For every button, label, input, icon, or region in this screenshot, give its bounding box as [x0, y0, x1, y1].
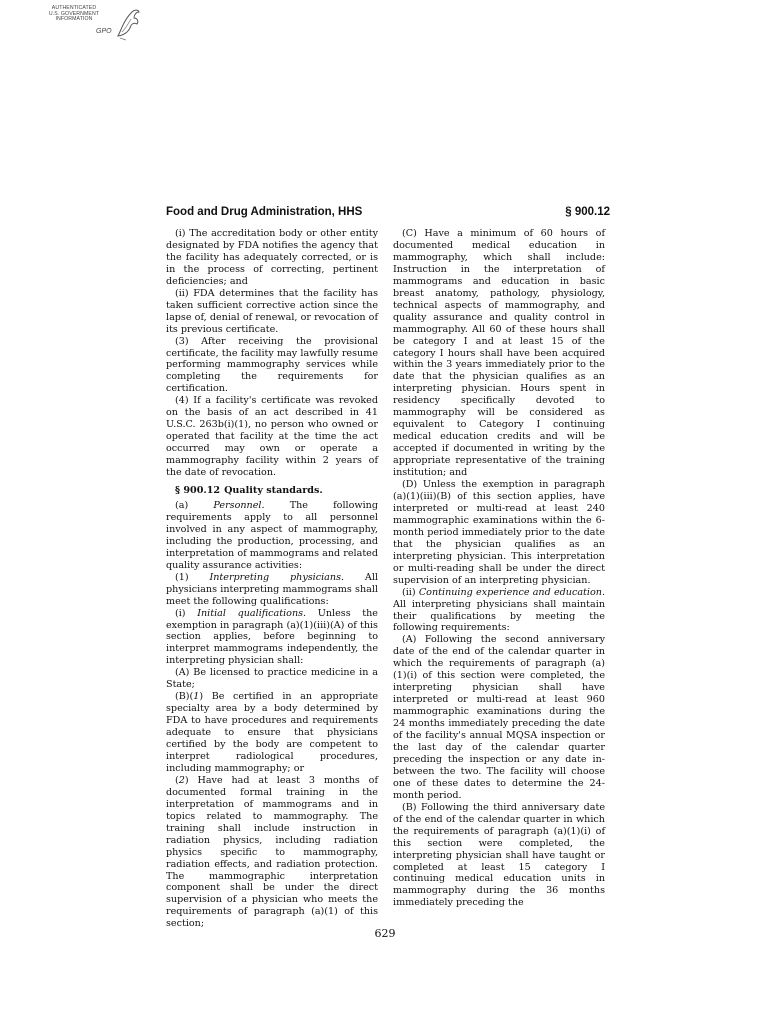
- paragraph: [166, 500, 378, 572]
- paragraph-lead: (: [175, 774, 179, 786]
- page-number: 629: [374, 927, 396, 940]
- paragraph: (C) Have a minimum of 60 hours of documented medical education in mammography, which shall include: Instruction in the interpretation of mammograms and education in basic breast anatomy, pathology, physiology, technical aspects of mammography, and quality assurance and quality control in mammography. All 60 of these hours shall be category I and at least 15 of the category I hours shall have been acquired within the 3 years immediately prior to the date that the physician qualifies as an interpreting physician. Hours spent in residency specifically devoted to mammography will be considered as equivalent to Category I continuing medical education credits and will be accepted if documented in writing by the appropriate representative of the training institution; and: [393, 228, 605, 479]
- paragraph: [166, 608, 378, 668]
- paragraph-text: ) Have had at least 3 months of documented formal training in the interpretation of mammograms and in topics related to mammography. The training shall include instruction in radiation physics, including radiation physics specific to mammography, radiation effects, and radiation protection. The mammographic interpretation component shall be under the direct supervision of a physician who meets the requirements of paragraph (a)(1) of this section;: [166, 774, 378, 930]
- stamp-gpo-mark: GPO: [96, 28, 112, 35]
- paragraph-lead: (B)(: [175, 691, 194, 703]
- paragraph-text: All interpreting physicians shall maintain their qualifications by meeting the following requirements:: [393, 598, 605, 634]
- paragraph: [166, 572, 378, 608]
- paragraph-heading: Interpreting physicians.: [209, 571, 345, 583]
- running-header: [166, 206, 610, 222]
- paragraph-lead: (a): [175, 499, 189, 511]
- agency-name: Food and Drug Administration, HHS: [166, 206, 363, 218]
- stamp-text: [30, 6, 118, 23]
- paragraph: [393, 587, 605, 635]
- paragraph-text: All physicians interpreting mammograms shall meet the following qualifications:: [166, 571, 378, 607]
- paragraph: (i) The accreditation body or other entity designated by FDA notifies the agency that the facility has adequately corrected, or is in the process of correcting, pertinent deficiencies; and: [166, 228, 378, 287]
- paragraph-lead: (i): [175, 607, 186, 619]
- paragraph-lead: (1): [175, 571, 189, 583]
- paragraph-text: ) Be certified in an appropriate specialty area by a body determined by FDA to have procedures and requirements adequate to ensure that physicians certified by the body are competent to interpret radiological procedures, including mammography; or: [166, 691, 378, 774]
- paragraph: (D) Unless the exemption in paragraph (a)(1)(iii)(B) of this section applies, have interpreted or multi-read at least 240 mammographic examinations within the 6-month period immediately prior to the date that the physician qualifies as an interpreting physician. This interpretation or multi-reading shall be under the direct supervision of an interpreting physician.: [393, 479, 605, 586]
- paragraph: (A) Be licensed to practice medicine in a State;: [166, 667, 378, 691]
- stamp-line: AUTHENTICATED: [51, 5, 97, 11]
- section-reference: § 900.12: [565, 206, 610, 218]
- paragraph-heading: Initial qualifications.: [197, 607, 307, 619]
- paragraph: (ii) FDA determines that the facility has taken sufficient corrective action since the lapse of, denial of renewal, or revocation of its previous certificate.: [166, 287, 378, 335]
- paragraph: [166, 775, 378, 930]
- paragraph: (B) Following the third anniversary date of the end of the calendar quarter in which the requirements of paragraph (a)(1)(i) of this section were completed, the interpreting physician shall have taught or completed at least 15 category I continuing medical education units in mammography during the 36 months immediately preceding the: [393, 801, 605, 909]
- eagle-icon: [112, 6, 142, 42]
- paragraph-text: The following requirements apply to all personnel involved in any aspect of mammography, including the production, processing, and interpretation of mammograms and related quality assurance activities:: [166, 499, 378, 571]
- paragraph-heading: Continuing experience and education.: [418, 586, 605, 598]
- paragraph-heading: Personnel.: [213, 499, 265, 511]
- paragraph-heading: 1: [193, 691, 200, 703]
- section-number: § 900.12: [175, 485, 221, 497]
- section-title: Quality standards.: [224, 485, 323, 497]
- paragraph: [166, 691, 378, 775]
- paragraph-lead: (ii): [402, 586, 416, 598]
- section-heading: [166, 485, 378, 497]
- paragraph: (3) After receiving the provisional certificate, the facility may lawfully resume performing mammography services while completing the requirements for certification.: [166, 335, 378, 395]
- paragraph: (A) Following the second anniversary date of the end of the calendar quarter in which the requirements of paragraph (a)(1)(i) of this section were completed, the interpreting physician shall have interpreted or multi-read at least 960 mammographic examinations during the 24 months immediately preceding the date of the facility's annual MQSA inspection or the last day of the calendar quarter preceding the inspection or any date in-between the two. The facility will choose one of these dates to determine the 24-month period.: [393, 634, 605, 801]
- right-column: [393, 228, 605, 909]
- stamp-line: U.S. GOVERNMENT: [48, 10, 100, 17]
- gpo-authentication-stamp: [30, 6, 140, 46]
- paragraph-heading: 2: [178, 774, 185, 786]
- stamp-line: INFORMATION: [55, 16, 93, 23]
- paragraph-text: Unless the exemption in paragraph (a)(1)(iii)(A) of this section applies, before beginning to interpret mammograms independently, the interpreting physician shall:: [166, 607, 378, 667]
- left-column: [166, 228, 378, 930]
- paragraph: (4) If a facility's certificate was revoked on the basis of an act described in 41 U.S.C. 263b(i)(1), no person who owned or operated that facility at the time the act occurred may own or operate a mammography facility within 2 years of the date of revocation.: [166, 395, 378, 479]
